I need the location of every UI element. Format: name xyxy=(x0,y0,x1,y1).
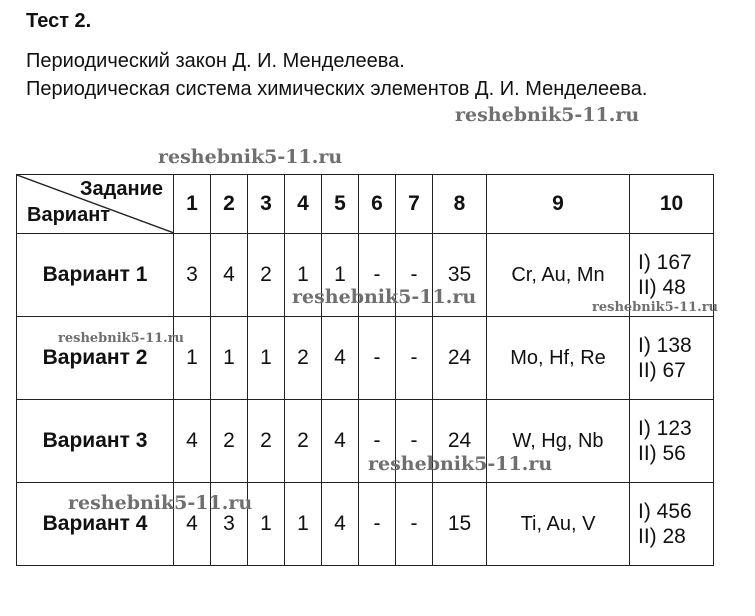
column-header: 1 xyxy=(174,175,211,234)
answer-cell: 1 xyxy=(285,483,322,566)
answer-cell: 2 xyxy=(211,400,248,483)
answer-cell: - xyxy=(396,317,433,400)
answer-cell: - xyxy=(359,234,396,317)
answer-10-cell xyxy=(630,400,714,483)
elements-cell: Mo, Hf, Re xyxy=(487,317,630,400)
answer-cell: - xyxy=(359,400,396,483)
answer-10-line: I) 123 xyxy=(638,417,692,440)
variant-label: Вариант 1 xyxy=(17,234,174,317)
answer-cell: 4 xyxy=(322,317,359,400)
answer-10-line: II) 56 xyxy=(638,442,686,465)
header-row xyxy=(17,175,714,234)
column-header: 3 xyxy=(248,175,285,234)
answer-10-cell xyxy=(630,483,714,566)
answer-cell: 35 xyxy=(433,234,487,317)
variant-label: Вариант 4 xyxy=(17,483,174,566)
elements-cell: Cr, Au, Mn xyxy=(487,234,630,317)
answer-cell: 1 xyxy=(285,234,322,317)
answer-cell: 2 xyxy=(285,317,322,400)
corner-cell xyxy=(17,175,174,234)
answer-cell: 2 xyxy=(285,400,322,483)
answer-cell: 4 xyxy=(174,483,211,566)
answer-cell: 24 xyxy=(433,400,487,483)
subtitle-line-1: Периодический закон Д. И. Менделеева. xyxy=(26,50,405,72)
answer-cell: 3 xyxy=(174,234,211,317)
answer-cell: 4 xyxy=(322,400,359,483)
variant-label: Вариант 3 xyxy=(17,400,174,483)
answer-cell: - xyxy=(396,483,433,566)
answer-cell: 1 xyxy=(248,317,285,400)
column-header: 8 xyxy=(433,175,487,234)
watermark: reshebnik5-11.ru xyxy=(58,331,185,346)
answer-10-line: II) 67 xyxy=(638,359,686,382)
watermark: reshebnik5-11.ru xyxy=(455,104,640,126)
subtitle-line-2: Периодическая система химических элементов Д. И. Менделеева. xyxy=(26,78,648,100)
column-header: 2 xyxy=(211,175,248,234)
answer-10-cell xyxy=(630,317,714,400)
column-header: 9 xyxy=(487,175,630,234)
watermark: reshebnik5-11.ru xyxy=(292,286,477,308)
answer-cell: 1 xyxy=(248,483,285,566)
answer-cell: 15 xyxy=(433,483,487,566)
answer-10-line: I) 167 xyxy=(638,251,692,274)
answer-cell: 3 xyxy=(211,483,248,566)
answer-cell: 1 xyxy=(174,317,211,400)
answer-cell: 1 xyxy=(211,317,248,400)
answer-cell: - xyxy=(396,234,433,317)
answer-cell: 2 xyxy=(248,234,285,317)
corner-label-task: Задание xyxy=(80,178,163,200)
table-row xyxy=(17,317,714,400)
answer-10-line: II) 48 xyxy=(638,276,686,299)
answer-cell: 2 xyxy=(248,400,285,483)
column-header: 7 xyxy=(396,175,433,234)
answer-cell: - xyxy=(396,400,433,483)
column-header: 4 xyxy=(285,175,322,234)
elements-cell: W, Hg, Nb xyxy=(487,400,630,483)
answer-cell: 4 xyxy=(174,400,211,483)
watermark: reshebnik5-11.ru xyxy=(158,146,343,168)
answer-cell: 24 xyxy=(433,317,487,400)
answer-10-line: I) 456 xyxy=(638,500,692,523)
answer-cell: - xyxy=(359,317,396,400)
column-header: 5 xyxy=(322,175,359,234)
test-title: Тест 2. xyxy=(26,10,92,32)
answer-10-line: II) 28 xyxy=(638,525,686,548)
column-header: 6 xyxy=(359,175,396,234)
watermark: reshebnik5-11.ru xyxy=(68,492,253,514)
answer-cell: 4 xyxy=(211,234,248,317)
elements-cell: Ti, Au, V xyxy=(487,483,630,566)
column-header: 10 xyxy=(630,175,714,234)
answer-cell: 4 xyxy=(322,483,359,566)
corner-label-variant: Вариант xyxy=(27,204,111,226)
variant-label: Вариант 2 xyxy=(17,317,174,400)
answer-cell: 1 xyxy=(322,234,359,317)
answer-10-line: I) 138 xyxy=(638,334,692,357)
answer-cell: - xyxy=(359,483,396,566)
table-row xyxy=(17,400,714,483)
watermark: reshebnik5-11.ru xyxy=(368,453,553,475)
watermark: reshebnik5-11.ru xyxy=(592,300,719,315)
